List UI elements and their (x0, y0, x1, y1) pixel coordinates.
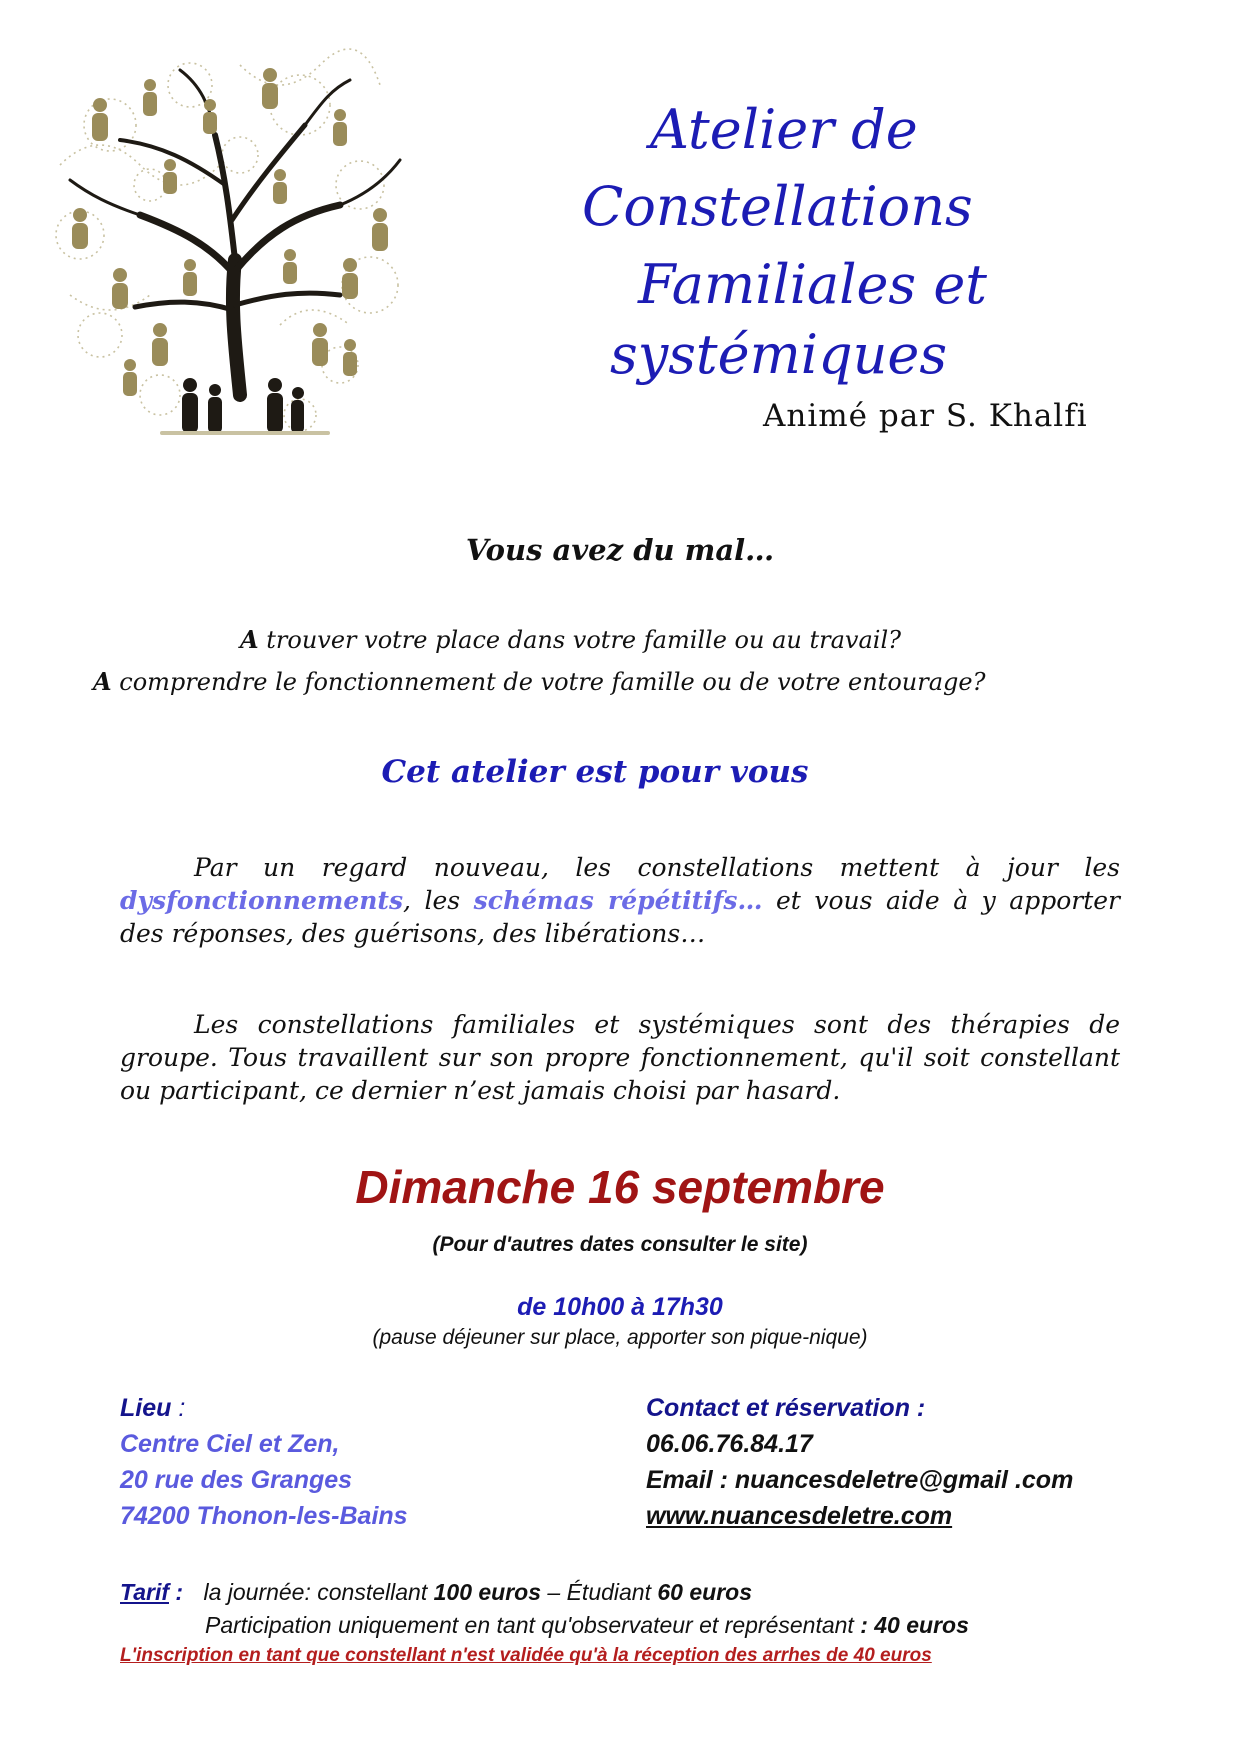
contact-email[interactable]: Email : nuancesdeletre@gmail .com (646, 1466, 1074, 1494)
title-line-2: Constellations (582, 175, 973, 238)
question-text: comprendre le fonctionnement de votre famille ou de votre entourage? (111, 668, 986, 696)
pricing-observer-price: : 40 euros (860, 1612, 969, 1638)
family-tree-illustration (40, 45, 420, 455)
subtitle-animator: Animé par S. Khalfi (763, 398, 1088, 434)
question-lead: A (93, 667, 112, 696)
contact-website-link[interactable]: www.nuancesdeletre.com (646, 1502, 953, 1530)
question-text: trouver votre place dans votre famille ou au travail? (258, 626, 901, 654)
paragraph-intro-part-2: , les (403, 886, 474, 915)
pricing-constellant-price: 100 euros (433, 1579, 542, 1605)
pricing-label: Tarif (120, 1579, 169, 1605)
location-label: Lieu (120, 1394, 172, 1422)
contact-label: Contact et réservation : (646, 1394, 926, 1422)
paragraph-intro-part-1: Par un regard nouveau, les constellations mettent à jour les (194, 853, 1120, 882)
title-line-3: Familiales et (638, 253, 987, 316)
paragraph-therapy: Les constellations familiales et systémiques sont des thérapies de groupe. Tous travaillent sur son propre fonctionnement, qu'il soit constellant ou participant, ce dernier n’est jamais choisi par hasard. (120, 1010, 1120, 1105)
other-dates-note: (Pour d'autres dates consulter le site) (432, 1233, 808, 1256)
location-name: Centre Ciel et Zen, (120, 1430, 340, 1458)
pricing-student-price: 60 euros (657, 1579, 752, 1605)
location-city: 74200 Thonon-les-Bains (120, 1502, 408, 1530)
contact-block (646, 1390, 1073, 1534)
location-label-line (120, 1390, 408, 1426)
lunch-note: (pause déjeuner sur place, apporter son pique-nique) (372, 1326, 868, 1349)
question-line-1 (240, 625, 901, 654)
registration-notice: L'inscription en tant que constellant n'est validée qu'à la réception des arrhes de 40 euros (120, 1645, 932, 1666)
question-line-2 (93, 667, 985, 696)
pricing-day-text: la journée: constellant (203, 1579, 434, 1605)
contact-phone[interactable]: 06.06.76.84.17 (646, 1430, 813, 1458)
location-street: 20 rue des Granges (120, 1466, 353, 1494)
paragraph-intro-part-3: et vous aide à y apporter des réponses, des guérisons, des libérations… (120, 886, 1120, 948)
heading-question: Vous avez du mal… (465, 533, 775, 567)
paragraph-intro (120, 851, 1120, 950)
event-date: Dimanche 16 septembre (355, 1161, 885, 1213)
pricing-label-suffix: : (169, 1579, 184, 1605)
title-line-1: Atelier de (650, 98, 918, 161)
highlight-dysfonctionnements: dysfonctionnements (120, 886, 404, 915)
pricing-observer-text: Participation uniquement en tant qu'observateur et représentant (205, 1612, 861, 1638)
pricing-line-2 (205, 1609, 969, 1642)
title-line-4: systémiques (610, 323, 948, 386)
heading-for-you: Cet atelier est pour vous (381, 754, 809, 790)
highlight-schemas: schémas répétitifs… (473, 886, 763, 915)
location-block (120, 1390, 408, 1534)
event-time: de 10h00 à 17h30 (517, 1293, 723, 1321)
question-lead: A (240, 625, 259, 654)
pricing-line-1 (120, 1576, 752, 1609)
location-label-suffix: : (171, 1394, 186, 1422)
pricing-separator: – Étudiant (541, 1579, 658, 1605)
